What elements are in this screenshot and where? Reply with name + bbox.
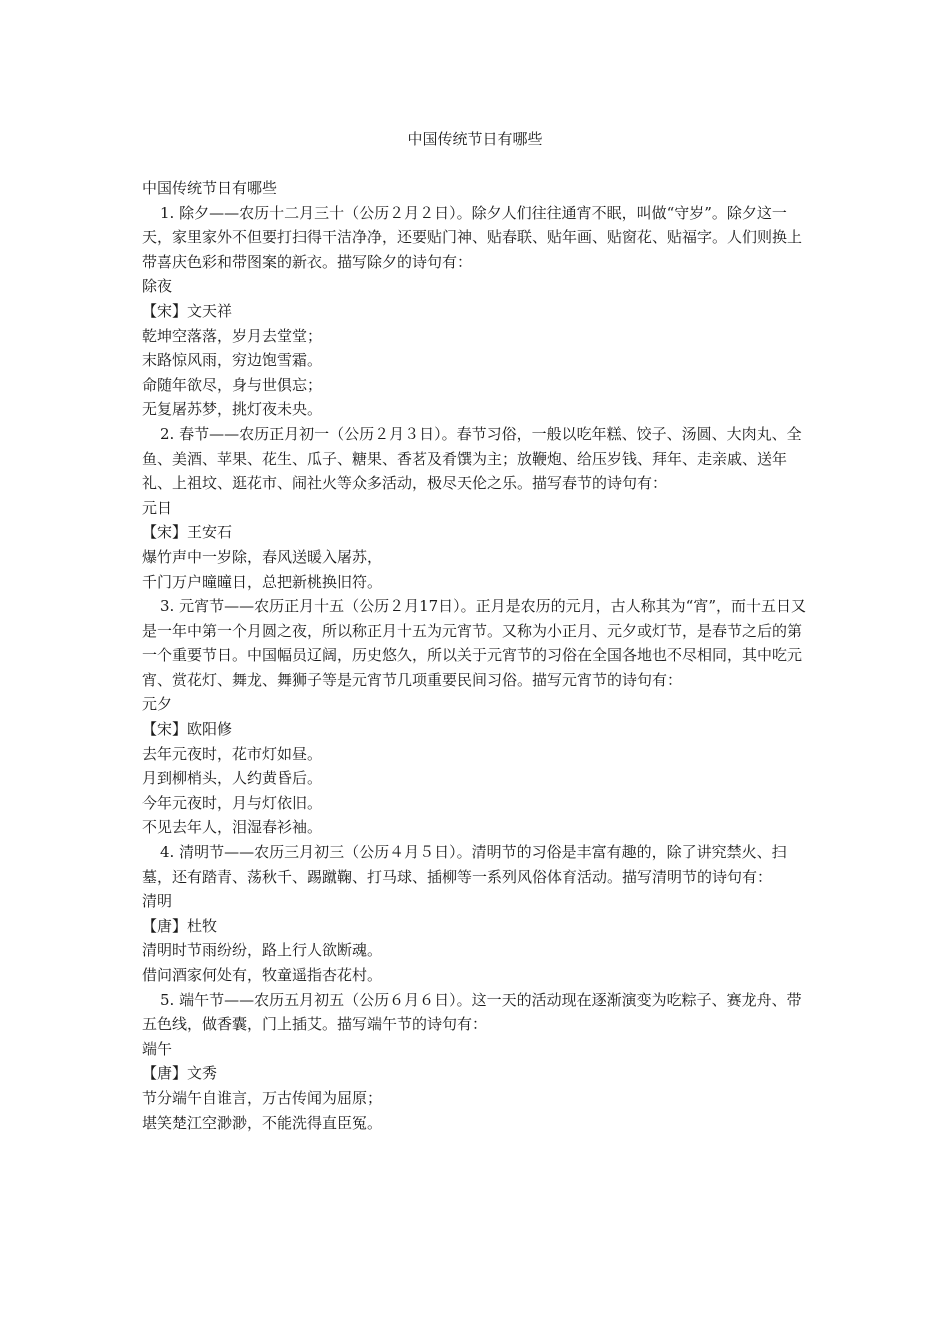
poem-line: 堪笑楚江空渺渺，不能洗得直臣冤。 bbox=[142, 1113, 383, 1132]
poem-line: 去年元夜时，花市灯如昼。 bbox=[142, 744, 323, 763]
poem-line: 末路惊风雨，穷边饱雪霜。 bbox=[142, 351, 323, 370]
poem-author: 【宋】王安石 bbox=[142, 523, 233, 542]
section-intro: 1. 除夕——农历十二月三十（公历２月２日）。除夕人们往往通宵不眠，叫做“守岁”。除夕这一天，家里家外不但要打扫得干洁净净，还要贴门神、贴春联、贴年画、贴窗花、贴福字。人们则换上带喜庆色彩和带图案的新衣。描写除夕的诗句有： bbox=[142, 203, 803, 271]
poem-line: 乾坤空落落，岁月去堂堂； bbox=[142, 326, 323, 345]
poem-line: 命随年欲尽，身与世俱忘； bbox=[142, 375, 323, 394]
poem-line: 爆竹声中一岁除，春风送暖入屠苏， bbox=[142, 547, 383, 566]
poem-line: 不见去年人，泪湿春衫袖。 bbox=[142, 818, 323, 837]
poem-line: 借问酒家何处有，牧童遥指杏花村。 bbox=[142, 966, 383, 984]
poem-title: 端午 bbox=[142, 1039, 173, 1058]
document-heading: 中国传统节日有哪些 bbox=[142, 179, 278, 197]
poem-author: 【宋】文天祥 bbox=[142, 301, 233, 320]
section-intro: 4. 清明节——农历三月初三（公历４月５日）。清明节的习俗是丰富有趣的，除了讲究禁火、扫墓，还有踏青、荡秋千、踢蹴鞠、打马球、插柳等一系列风俗体育活动。描写清明节的诗句有： bbox=[142, 843, 787, 886]
poem-author: 【唐】文秀 bbox=[142, 1064, 218, 1083]
poem-title: 元日 bbox=[142, 498, 173, 517]
section-intro: 2. 春节——农历正月初一（公历２月３日）。春节习俗，一般以吃年糕、饺子、汤圆、大肉丸、全鱼、美酒、苹果、花生、瓜子、糖果、香茗及肴馔为主；放鞭炮、给压岁钱、拜年、走亲戚、送年礼、上祖坟、逛花市、闹社火等众多活动，极尽天伦之乐。描写春节的诗句有： bbox=[142, 424, 802, 493]
poem-line: 千门万户曈曈日，总把新桃换旧符。 bbox=[142, 572, 383, 591]
poem-title: 清明 bbox=[142, 892, 173, 911]
section-intro: 5. 端午节——农历五月初五（公历６月６日）。这一天的活动现在逐渐演变为吃粽子、赛龙舟、带五色线，做香囊，门上插艾。描写端午节的诗句有： bbox=[142, 990, 802, 1034]
document-body bbox=[142, 176, 812, 1135]
poem-author: 【唐】杜牧 bbox=[142, 916, 218, 935]
poem-line: 清明时节雨纷纷，路上行人欲断魂。 bbox=[142, 941, 383, 960]
poem-author: 【宋】欧阳修 bbox=[142, 720, 233, 739]
poem-line: 月到柳梢头，人约黄昏后。 bbox=[142, 769, 323, 788]
poem-title: 除夜 bbox=[142, 277, 173, 296]
section-intro: 3. 元宵节——农历正月十五（公历２月17日）。正月是农历的元月，古人称其为“宵”，而十五日又是一年中第一个月圆之夜，所以称正月十五为元宵节。又称为小正月、元夕或灯节，是春节之后的第一个重要节日。中国幅员辽阔，历史悠久，所以关于元宵节的习俗在全国各地也不尽相同，其中吃元宵、赏花灯、舞龙、舞狮子等是元宵节几项重要民间习俗。描写元宵节的诗句有： bbox=[142, 597, 807, 689]
poem-title: 元夕 bbox=[142, 695, 173, 714]
poem-line: 今年元夜时，月与灯依旧。 bbox=[142, 793, 323, 812]
document-title: 中国传统节日有哪些 bbox=[407, 130, 543, 148]
poem-line: 节分端午自谁言，万古传闻为屈原； bbox=[142, 1088, 383, 1107]
poem-line: 无复屠苏梦，挑灯夜未央。 bbox=[142, 400, 323, 419]
